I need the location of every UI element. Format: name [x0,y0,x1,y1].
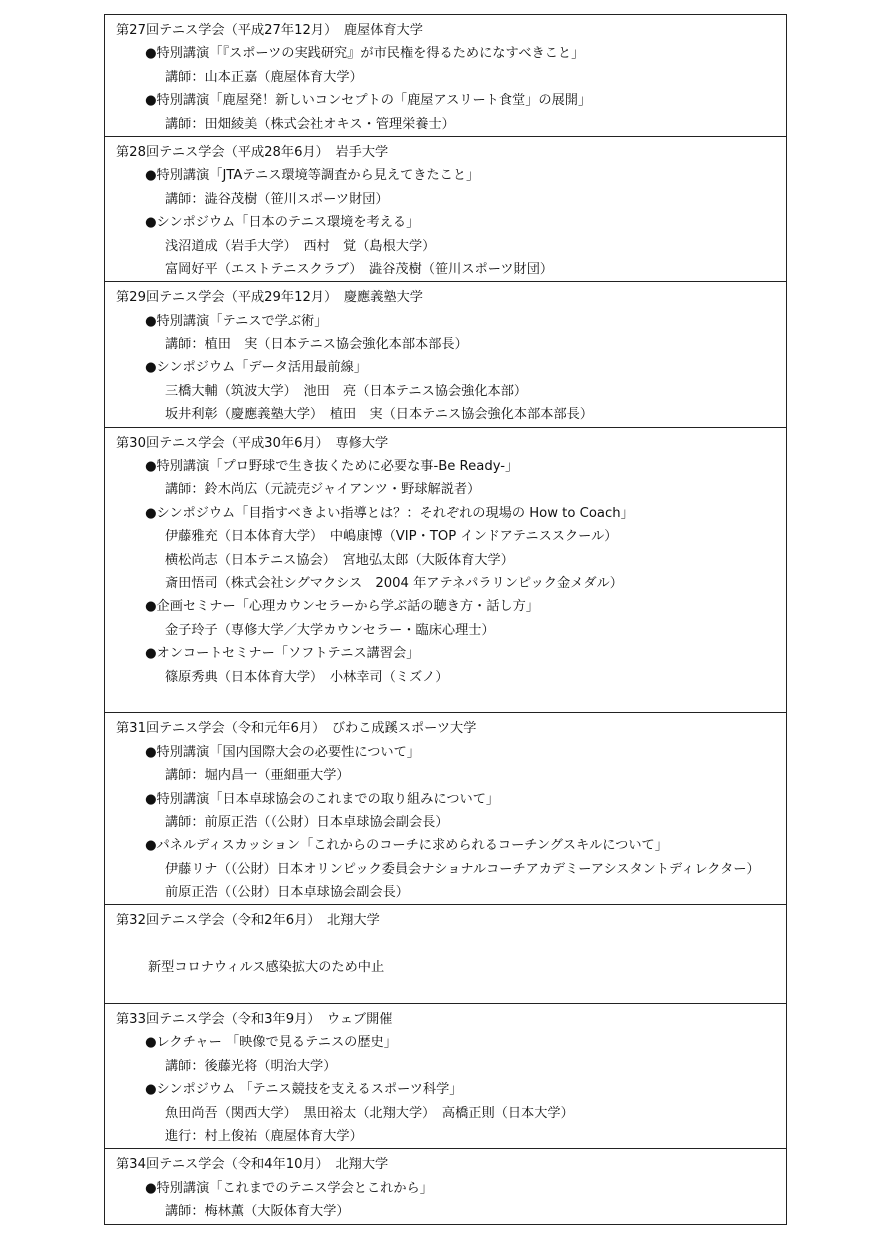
speaker-line: 篠原秀典（日本体育大学） 小林幸司（ミズノ） [165,669,449,685]
meeting-title: 第29回テニス学会（平成29年12月） 慶應義塾大学 [116,290,423,306]
meeting-title: 第28回テニス学会（平成28年6月） 岩手大学 [116,144,389,160]
session-title: ●企画セミナー「心理カウンセラーから学ぶ話の聴き方・話し方」 [145,599,539,615]
speaker-line: 進行：村上俊祐（鹿屋体育大学） [165,1128,363,1144]
speaker-line: 魚田尚吾（関西大学） 黒田裕太（北翔大学） 高橋正則（日本大学） [165,1105,574,1121]
session-title: ●特別講演「テニスで学ぶ術」 [145,313,328,329]
meeting-block [105,136,786,281]
session-title: ●シンポジウム 「テニス競技を支えるスポーツ科学」 [145,1082,463,1098]
session-title: ●シンポジウム「目指すべきよい指導とは？：それぞれの現場の How to Coach」 [145,505,634,521]
session-title: ●特別講演「これまでのテニス学会とこれから」 [145,1180,433,1196]
speaker-line: 浅沼道成（岩手大学） 西村 覚（島根大学） [165,238,436,254]
speaker-line: 伊藤リナ（（公財）日本オリンピック委員会ナショナルコーチアカデミーアシスタントディレクター） [165,861,760,877]
meeting-title: 第27回テニス学会（平成27年12月） 鹿屋体育大学 [116,23,423,38]
session-title: ●特別講演「鹿屋発！新しいコンセプトの「鹿屋アスリート食堂」の展開」 [145,93,592,109]
speaker-line: 横松尚志（日本テニス協会） 宮地弘太郎（大阪体育大学） [165,552,514,568]
session-title: ●シンポジウム「データ活用最前線」 [145,360,368,376]
session-title: ●特別講演「国内国際大会の必要性について」 [145,744,420,760]
speaker-line: 講師：植田 実（日本テニス協会強化本部本部長） [165,337,468,353]
session-title: ●特別講演「JTAテニス環境等調査から見えてきたこと」 [145,168,480,184]
meeting-block [105,14,786,136]
session-title: ●特別講演「プロ野球で生き抜くために必要な事-Be Ready-」 [145,459,519,475]
speaker-line: 金子玲子（専修大学／大学カウンセラー・臨床心理士） [165,622,495,638]
meeting-history-table [104,14,787,1225]
speaker-line [105,933,786,956]
speaker-line: 坂井利彰（慶應義塾大学） 植田 実（日本テニス協会強化本部本部長） [165,407,594,423]
speaker-line: 講師：澁谷茂樹（笹川スポーツ財団） [165,191,389,207]
meeting-title: 第33回テニス学会（令和3年9月） ウェブ開催 [116,1012,393,1028]
speaker-line: 講師：後藤光将（明治大学） [165,1058,337,1074]
speaker-line: 講師：鈴木尚広（元読売ジャイアンツ・野球解説者） [165,482,481,498]
speaker-line: 斎田悟司（株式会社シグマクシス 2004 年アテネパラリンピック金メダル） [165,575,623,591]
speaker-line: 三橋大輔（筑波大学） 池田 亮（日本テニス協会強化本部） [165,383,528,399]
meeting-title: 第31回テニス学会（令和元年6月） びわこ成蹊スポーツ大学 [116,721,477,737]
speaker-line: 講師：山本正嘉（鹿屋体育大学） [165,69,363,85]
session-title: ●パネルディスカッション「これからのコーチに求められるコーチングスキルについて」 [145,838,668,854]
speaker-line: 前原正浩（（公財）日本卓球協会副会長） [165,885,409,901]
meeting-title: 第32回テニス学会（令和2年6月） 北翔大学 [116,913,380,929]
speaker-line: 富岡好平（エストテニスクラブ） 澁谷茂樹（笹川スポーツ財団） [165,261,554,277]
meeting-title: 第34回テニス学会（令和4年10月） 北翔大学 [116,1157,389,1173]
speaker-line: 講師：前原正浩（（公財）日本卓球協会副会長） [165,814,449,830]
speaker-line [105,689,786,712]
meeting-block [105,904,786,1003]
meeting-block [105,712,786,904]
speaker-line [105,980,786,1003]
meeting-block [105,1148,786,1224]
session-title: ●特別講演「日本卓球協会のこれまでの取り組みについて」 [145,791,500,807]
speaker-line: 講師：田畑綾美（株式会社オキス・管理栄養士） [165,116,455,132]
meeting-title: 第30回テニス学会（平成30年6月） 専修大学 [116,435,389,451]
meeting-block [105,281,786,426]
speaker-line: 伊藤雅充（日本体育大学） 中嶋康博（VIP・TOP インドアテニススクール） [165,529,618,545]
session-title: ●レクチャー 「映像で見るテニスの歴史」 [145,1035,397,1051]
speaker-line: 新型コロナウィルス感染拡大のため中止 [148,960,385,976]
session-title: ●シンポジウム「日本のテニス環境を考える」 [145,215,420,231]
session-title: ●オンコートセミナー「ソフトテニス講習会」 [145,646,420,662]
meeting-block [105,1003,786,1148]
speaker-line: 講師：堀内昌一（亜細亜大学） [165,768,350,784]
session-title: ●特別講演「『スポーツの実践研究』が市民権を得るためになすべきこと」 [145,46,585,62]
meeting-block [105,427,786,713]
speaker-line: 講師：梅林薫（大阪体育大学） [165,1204,350,1220]
